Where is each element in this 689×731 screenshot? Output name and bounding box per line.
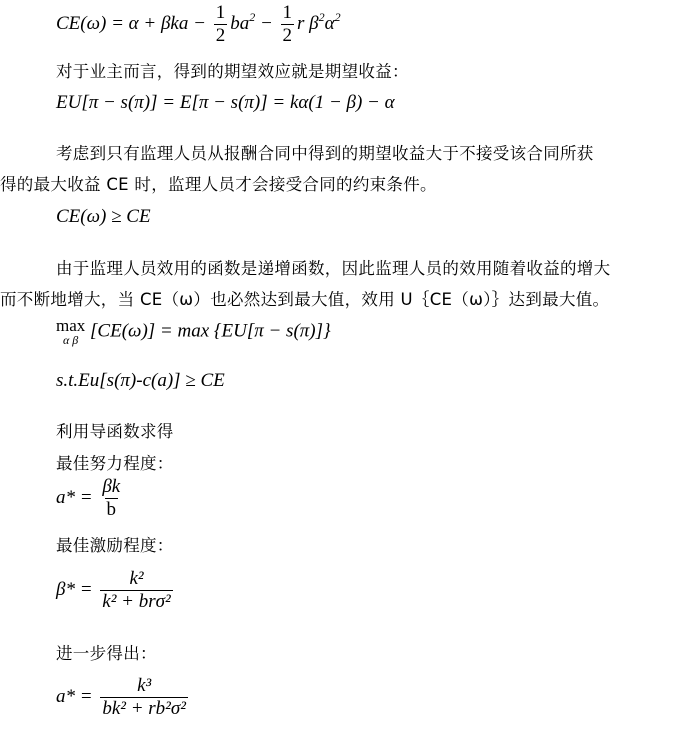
fraction-half-1: $\frac{1}{2}$ [215, 2, 226, 46]
paragraph-utility-line2: 而不断地增大，当 CE（ω）也必然达到最大值，效用 U｛CE（ω）｝达到最大值。 [0, 290, 610, 309]
paragraph-owner-utility: 对于业主而言，得到的期望效应就是期望收益： [56, 62, 409, 81]
formula-ce-ba: ba [230, 13, 250, 35]
formula-max-body: [CE(ω)] = max {EU[π − s(π)]} [90, 320, 331, 342]
formula-max: max α β [CE(ω)] = max {EU[π − s(π)]} [56, 316, 331, 347]
fraction-beta: $\frac{\text{k²}}{\text{k² + brσ²}}$ [102, 568, 171, 612]
paragraph-derivative: 利用导函数求得 [56, 422, 174, 441]
paragraph-constraint-line1: 考虑到只有监理人员从报酬合同中得到的期望收益大于不接受该合同所获 [56, 144, 594, 163]
formula-beta: β* = $\frac{\text{k²}}{\text{k² + brσ²}}$ [56, 568, 171, 612]
formula-eu: EU[π − s(π)] = E[π − s(π)] = kα(1 − β) − α [56, 92, 395, 113]
formula-a1: a* = $\frac{\beta k}{b}$ [56, 476, 121, 520]
formula-ce: CE(ω) = α + βka − $\frac{1}{2}$ $ba^2$ − $\frac{1}{2}$ r $\beta^2\alpha^2$ [56, 2, 341, 46]
paragraph-constraint-line2: 得的最大收益 CE 时，监理人员才会接受合同的约束条件。 [0, 175, 437, 194]
fraction-half-2: $\frac{1}{2}$ [282, 2, 293, 46]
label-further-result: 进一步得出： [56, 644, 157, 663]
label-optimal-incentive: 最佳激励程度： [56, 536, 174, 555]
fraction-a1: $\frac{\beta k}{b}$ [102, 476, 121, 520]
fraction-a2: $\frac{\text{k³}}{\text{bk² + rb²σ²}}$ [102, 675, 186, 719]
formula-st: s.t.Eu[s(π)-c(a)] ≥ CE [56, 370, 225, 391]
paragraph-utility-line1: 由于监理人员效用的函数是递增函数，因此监理人员的效用随着收益的增大 [56, 259, 611, 278]
formula-constraint: CE(ω) ≥ CE [56, 206, 151, 227]
label-optimal-effort: 最佳努力程度： [56, 454, 174, 473]
formula-a2: a* = $\frac{\text{k³}}{\text{bk² + rb²σ²}}$ [56, 675, 186, 719]
formula-ce-lhs: CE(ω) = α + βka − [56, 13, 206, 35]
